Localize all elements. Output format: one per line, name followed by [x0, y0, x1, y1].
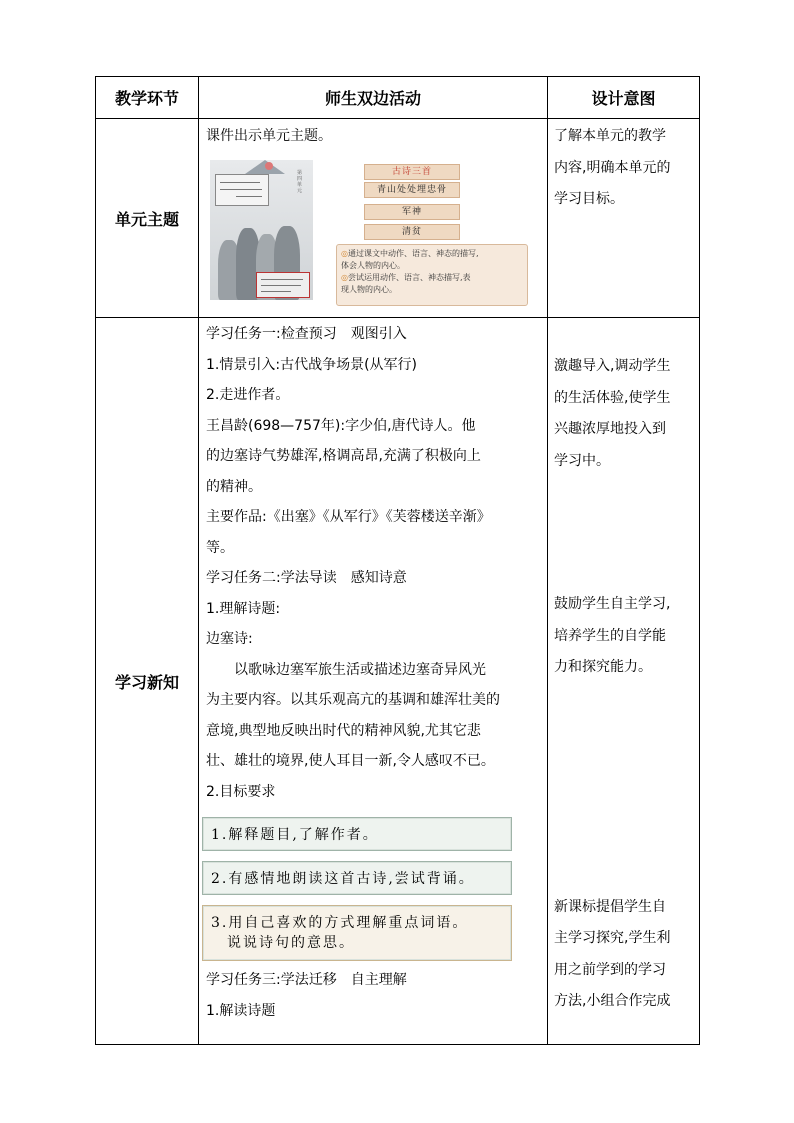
- goal-line: 尝试运用动作、语言、神态描写,表: [347, 272, 471, 282]
- bullet-icon: ◎: [341, 248, 348, 258]
- body-line: 主要作品:《出塞》《从军行》《芙蓉楼送辛渐》: [206, 509, 491, 525]
- header-intent: 设计意图: [548, 77, 700, 119]
- body-line: 边塞诗:: [206, 631, 253, 647]
- chip-poems: 古诗三首: [364, 164, 460, 180]
- body-line: 为主要内容。以其乐观高亢的基调和雄浑壮美的: [206, 692, 500, 708]
- row-unit-theme: [96, 119, 700, 318]
- unit-theme-illustration: [199, 158, 547, 306]
- intent-new-knowledge: [548, 318, 700, 1045]
- goal-line: 通过课文中动作、语言、神态的描写,: [347, 248, 479, 258]
- body-line: 1.情景引入:古代战争场景(从军行): [206, 356, 417, 373]
- intent-line: 了解本单元的教学: [554, 128, 666, 144]
- body-line: 1.解读诗题: [206, 1002, 276, 1019]
- unit-goals-box: [336, 244, 528, 306]
- intent-line: 用之前学到的学习: [554, 961, 666, 978]
- lesson-plan-table: [95, 76, 700, 1045]
- unit-label: 第四单元: [297, 169, 303, 194]
- body-line: 2.走进作者。: [206, 387, 290, 403]
- header-row: [96, 77, 700, 119]
- bullet-icon: ◎: [341, 272, 348, 282]
- stage-new-knowledge: 学习新知: [96, 318, 199, 1045]
- intent-line: 内容,明确本单元的: [554, 159, 671, 176]
- activity-text: 课件出示单元主题。: [206, 128, 332, 144]
- poem-quote-box: [215, 174, 269, 206]
- intent-line: 力和探究能力。: [554, 659, 652, 675]
- target-box-3: [202, 905, 512, 961]
- body-line: 的边塞诗气势雄浑,格调高昂,充满了积极向上: [206, 448, 481, 464]
- activity-new-knowledge: [199, 318, 548, 1045]
- intent-line: 培养学生的自学能: [554, 627, 666, 644]
- intent-line: 学习中。: [554, 452, 610, 469]
- intent-line: 新课标提倡学生自: [554, 898, 666, 915]
- intent-line: 主学习探究,学生利: [554, 930, 671, 946]
- activity-unit-theme: [199, 119, 548, 318]
- stage-unit-theme: 单元主题: [96, 119, 199, 318]
- task-heading: 学习任务三:学法迁移 自主理解: [206, 972, 407, 988]
- body-line: 王昌龄(698—757年):字少伯,唐代诗人。他: [206, 417, 476, 434]
- unit-poster-image: [210, 160, 313, 300]
- body-line: 意境,典型地反映出时代的精神风貌,尤其它悲: [206, 722, 481, 739]
- target-line: 说说诗句的意思。: [227, 935, 355, 951]
- body-line: 1.理解诗题:: [206, 600, 281, 617]
- task-heading: 学习任务二:学法导读 感知诗意: [206, 570, 407, 586]
- header-stage: 教学环节: [96, 77, 199, 119]
- intent-line: 激趣导入,调动学生: [554, 358, 671, 374]
- intent-unit-theme: [548, 119, 700, 318]
- intent-line: 兴趣浓厚地投入到: [554, 421, 666, 437]
- intent-line: 的生活体验,使学生: [554, 389, 671, 406]
- body-line: 的精神。: [206, 478, 262, 495]
- intent-line: 方法,小组合作完成: [554, 993, 671, 1009]
- row-new-knowledge: [96, 318, 700, 1045]
- body-line: 壮、雄壮的境界,使人耳目一新,令人感叹不已。: [206, 753, 495, 769]
- goal-line: 现人物的内心。: [341, 284, 397, 294]
- chip-army-god: 军神: [364, 204, 460, 220]
- goal-line: 体会人物的内心。: [341, 260, 405, 270]
- body-line: 以歌咏边塞军旅生活或描述边塞奇异风光: [234, 661, 486, 678]
- target-line: 3.用自己喜欢的方式理解重点词语。: [211, 915, 469, 931]
- body-line: 等。: [206, 539, 234, 556]
- target-box-1: 1.解释题目,了解作者。: [202, 817, 512, 851]
- body-line: 2.目标要求: [206, 783, 276, 800]
- target-box-2: 2.有感情地朗读这首古诗,尝试背诵。: [202, 861, 512, 895]
- intent-line: 学习目标。: [554, 191, 624, 207]
- chip-poverty: 清贫: [364, 224, 460, 240]
- sun-icon: [265, 162, 273, 170]
- intent-line: 鼓励学生自主学习,: [554, 596, 671, 612]
- chip-green-hills: 青山处处埋忠骨: [364, 182, 460, 198]
- header-activity: 师生双边活动: [199, 77, 548, 119]
- unit-note-box: [256, 272, 310, 298]
- task-heading: 学习任务一:检查预习 观图引入: [206, 326, 407, 342]
